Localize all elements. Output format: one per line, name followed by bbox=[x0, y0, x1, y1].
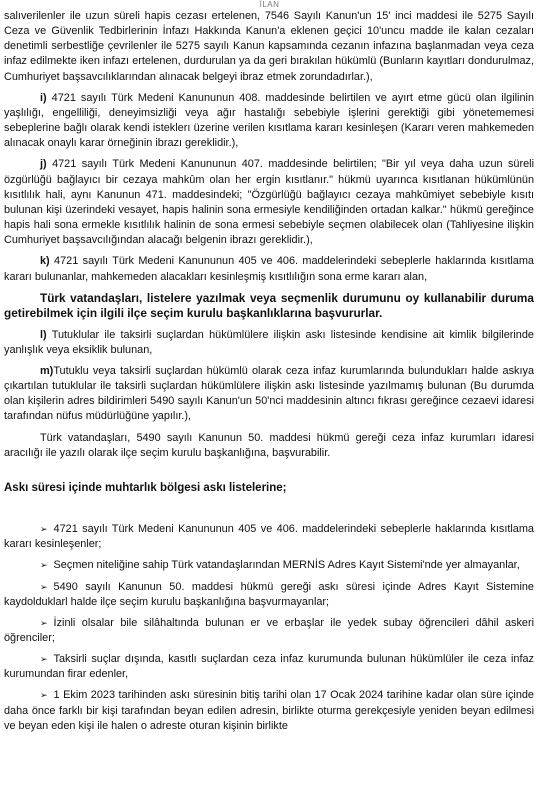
bold-notice: Türk vatandaşları, listelere yazılmak veya seçmenlik durumunu oy kullanabilir duruma getirebilmek için ilgili ilçe seçim kurulu başkanlıklarına başvururlar. bbox=[4, 290, 534, 321]
bullet-item bbox=[4, 558, 534, 573]
bullet-text: 4721 sayılı Türk Medeni Kanununun 405 ve 406. maddelerindeki sebeplerle haklarında kısıtlama kararı kesinleşenler; bbox=[4, 523, 534, 551]
item-text: 4721 sayılı Türk Medeni Kanununun 407. maddesinde belirtilen; "Bir yıl veya daha uzun süreli özgürlüğü bağlayıcı bir cezaya mahkûm olan her ergin kısıtlanır." hükmü uyarınca kısıtlanan hükümlünün kısıtlılık hali, aynı Kanunun 471. maddesindeki; "Özgürlüğü bağlayıcı cezaya mahkûmiyet sebebiyle kısıtı bulunan kişi üzerindeki vesayet, hapis halinin sona ermesiyle kendiliğinden ortadan kalkar." hükmü gereğince hapis hali sona ermekle kısıtlılık halinin de sona ermesi sebebiyle seçmen olabilecek olan (Tahliyesine ilişkin Cumhuriyet başsavcılığından alacağı belgenin ibrazı gereklidir.), bbox=[4, 158, 534, 247]
arrow-bullet-icon: ➢ bbox=[40, 581, 48, 592]
intro-paragraph: salıverilenler ile uzun süreli hapis cezası ertelenen, 7546 Sayılı Kanun'un 15' inci maddesi ile 5275 Sayılı Ceza ve Güvenlik Tedbirlerinin İnfazı Hakkında Kanun'a eklenen geçici 10'uncu madde ile kalan cezaları denetimli serbestliğe çevrilenler ile 5275 sayılı Kanun kapsamında cezanın infazına başlanmadan veya ceza infaz edilmekte iken infazı ertelenen, durdurulan ya da geri bırakılan hükümlü (Bunların kayıtları dondurulmaz, Cumhuriyet başsavcılıklarından alınacak belgeyi ibraz etmek zorundadırlar.), bbox=[4, 10, 534, 83]
item-l bbox=[4, 328, 534, 358]
item-label: m) bbox=[40, 364, 54, 377]
item-label: i) bbox=[40, 91, 47, 104]
bullet-item bbox=[4, 522, 534, 552]
item-i bbox=[4, 91, 534, 152]
item-text: Tutuklu veya taksirli suçlardan hükümlü olarak ceza infaz kurumlarında bulundukları halde askıya çıkartılan tutuklular ile taksirli suçlardan hükümlülere ilişkin askı listesinde yazılmamış bulunan (Bu durumda olan kişilerin adres bildirimleri 5490 sayılı Kanun'un 50'nci maddesinin altıncı fıkrası gereğince cezaevi idaresi tarafından nüfus müdürlüğüne yapılır.), bbox=[4, 364, 534, 423]
closing-paragraph: Türk vatandaşları, 5490 sayılı Kanunun 50. maddesi hükmü gereği ceza infaz kurumları idaresi aracılığı ile yazılı olarak ilçe seçim kurulu başkanlığına, başvurabilir. bbox=[4, 431, 534, 459]
item-j bbox=[4, 157, 534, 248]
item-m bbox=[4, 364, 534, 425]
item-k bbox=[4, 254, 534, 284]
section-title: Askı süresi içinde muhtarlık bölgesi askı listelerine; bbox=[4, 481, 287, 494]
item-text: Tutuklular ile taksirli suçlardan hükümlülere ilişkin askı listesinde kendisine ait kimlik bilgilerinde yanlışlık veya eksiklik bulunan, bbox=[4, 328, 534, 356]
arrow-bullet-icon: ➢ bbox=[40, 617, 48, 628]
arrow-bullet-icon: ➢ bbox=[40, 654, 48, 665]
bullet-text: Taksirli suçlar dışında, kasıtlı suçlardan ceza infaz kurumunda bulunan hükümlüler ile ceza infaz kurumundan firar edenler, bbox=[4, 653, 534, 681]
bullet-item bbox=[4, 652, 534, 682]
bullet-text: 5490 sayılı Kanunun 50. maddesi hükmü gereği askı süresi içinde Adres Kayıt Sistemine kaydolduklarl halde ilçe seçim kurulu başkanlığına başvurmayanlar; bbox=[4, 580, 534, 608]
arrow-bullet-icon: ➢ bbox=[40, 690, 48, 701]
arrow-bullet-icon: ➢ bbox=[40, 524, 48, 535]
item-text: 4721 sayılı Türk Medeni Kanununun 408. maddesinde belirtilen ve ayırt etme gücü olan ilgilinin yaşlılığı, engelliliği, deneyimsizliği veya ağır hastalığı sebebiyle işlerini gerektiği gibi yönetememesi sebeplerine bağlı olarak kendi isteklerı üzerine verilen kısıtlama kararı kesinleşen (Kararı veren mahkemeden alınacak onaylı karar örneğinin ibrazı gereklidir.), bbox=[4, 91, 534, 150]
bullet-text: 1 Ekim 2023 tarihinden askı süresinin bitiş tarihi olan 17 Ocak 2024 tarihine kadar olan süre içinde daha önce farklı bir kişi tarafından beyan edilen adresin, birlikte oturma gerekçesiyle yeniden beyan edilmesi ve beyan eden kişi ile halen o adreste oturan kişinin birlikte bbox=[4, 689, 534, 732]
bullet-item bbox=[4, 580, 534, 610]
bullet-text: Seçmen niteliğine sahip Türk vatandaşlarından MERNİS Adres Kayıt Sistemi'nde yer almayanlar, bbox=[53, 559, 520, 572]
page-header: İLAN bbox=[259, 0, 280, 9]
bullet-item bbox=[4, 688, 534, 733]
arrow-bullet-icon: ➢ bbox=[40, 560, 48, 571]
bullet-text: İzinli olsalar bile silâhaltında bulunan er ve erbaşlar ile yedek subay öğrencileri dâhil askeri öğrenciler; bbox=[4, 616, 534, 644]
item-text: 4721 sayılı Türk Medeni Kanununun 405 ve 406. maddelerindeki sebeplerle haklarında kısıtlama kararı bulunanlar, mahkemeden alacakları kesinleşmiş kısıtlılığın sona erme kararı alan, bbox=[4, 255, 534, 283]
document-body bbox=[4, 9, 534, 734]
item-label: l) bbox=[40, 328, 47, 341]
item-label: j) bbox=[40, 158, 47, 171]
item-label: k) bbox=[40, 255, 50, 268]
bullet-item bbox=[4, 616, 534, 646]
